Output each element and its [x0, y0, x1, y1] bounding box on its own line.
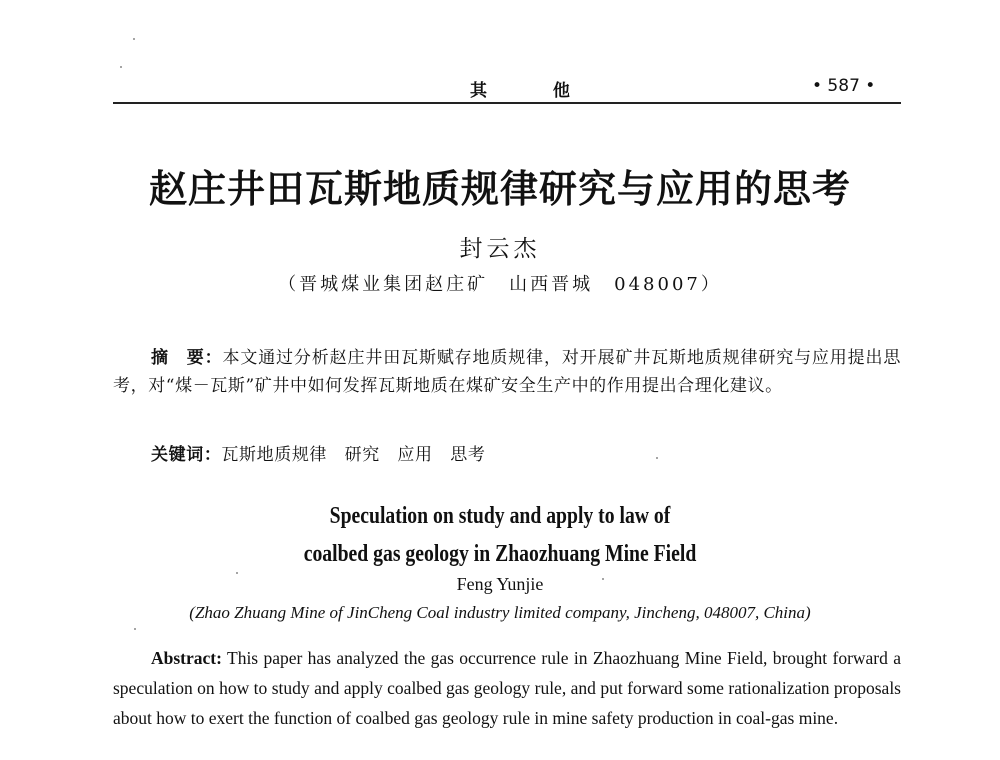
scan-speck	[120, 66, 122, 68]
abstract-english	[113, 643, 901, 733]
author-name-chinese: 封云杰	[459, 236, 541, 262]
paper-title-english-line2: coalbed gas geology in Zhaozhuang Mine Field	[303, 541, 697, 567]
scan-speck	[236, 572, 238, 574]
abstract-text-chinese: 本文通过分析赵庄井田瓦斯赋存地质规律，对开展矿井瓦斯地质规律研究与应用提出思考，对“煤－瓦斯”矿井中如何发挥瓦斯地质在煤矿安全生产中的作用提出合理化建议。	[113, 348, 901, 396]
paper-title-chinese: 赵庄井田瓦斯地质规律研究与应用的思考	[148, 167, 851, 211]
scan-speck	[656, 457, 658, 459]
abstract-text-english: This paper has analyzed the gas occurrence rule in Zhaozhuang Mine Field, brought forward a speculation on how to study and apply coalbed gas geology rule, and put forward some rationalization proposals about how to exert the function of coalbed gas geology rule in mine safety production in coal-gas mine.	[113, 648, 901, 728]
header-rule	[113, 102, 901, 104]
paper-title-english-line1: Speculation on study and apply to law of	[329, 503, 671, 529]
abstract-chinese	[113, 344, 901, 400]
keywords-label-chinese: 关键词	[151, 445, 204, 465]
abstract-colon-chinese: ：	[204, 348, 223, 368]
keywords-chinese	[151, 440, 485, 465]
scan-speck	[134, 628, 136, 630]
scan-speck	[133, 38, 135, 40]
scan-speck	[602, 578, 604, 580]
author-name-english: Feng Yunjie	[456, 574, 544, 594]
keywords-colon-chinese: ：	[203, 445, 222, 465]
page-number: • 587 •	[812, 76, 876, 96]
abstract-label-chinese: 摘 要	[151, 348, 205, 368]
abstract-label-english: Abstract:	[151, 648, 222, 668]
affiliation-chinese: （晋城煤业集团赵庄矿 山西晋城 048007）	[278, 274, 722, 295]
affiliation-english: (Zhao Zhuang Mine of JinCheng Coal industry limited company, Jincheng, 048007, China)	[189, 603, 811, 622]
keywords-text-chinese: 瓦斯地质规律 研究 应用 思考	[221, 445, 486, 465]
running-header-section: 其 他	[470, 81, 600, 101]
paper-title-english	[90, 497, 910, 573]
